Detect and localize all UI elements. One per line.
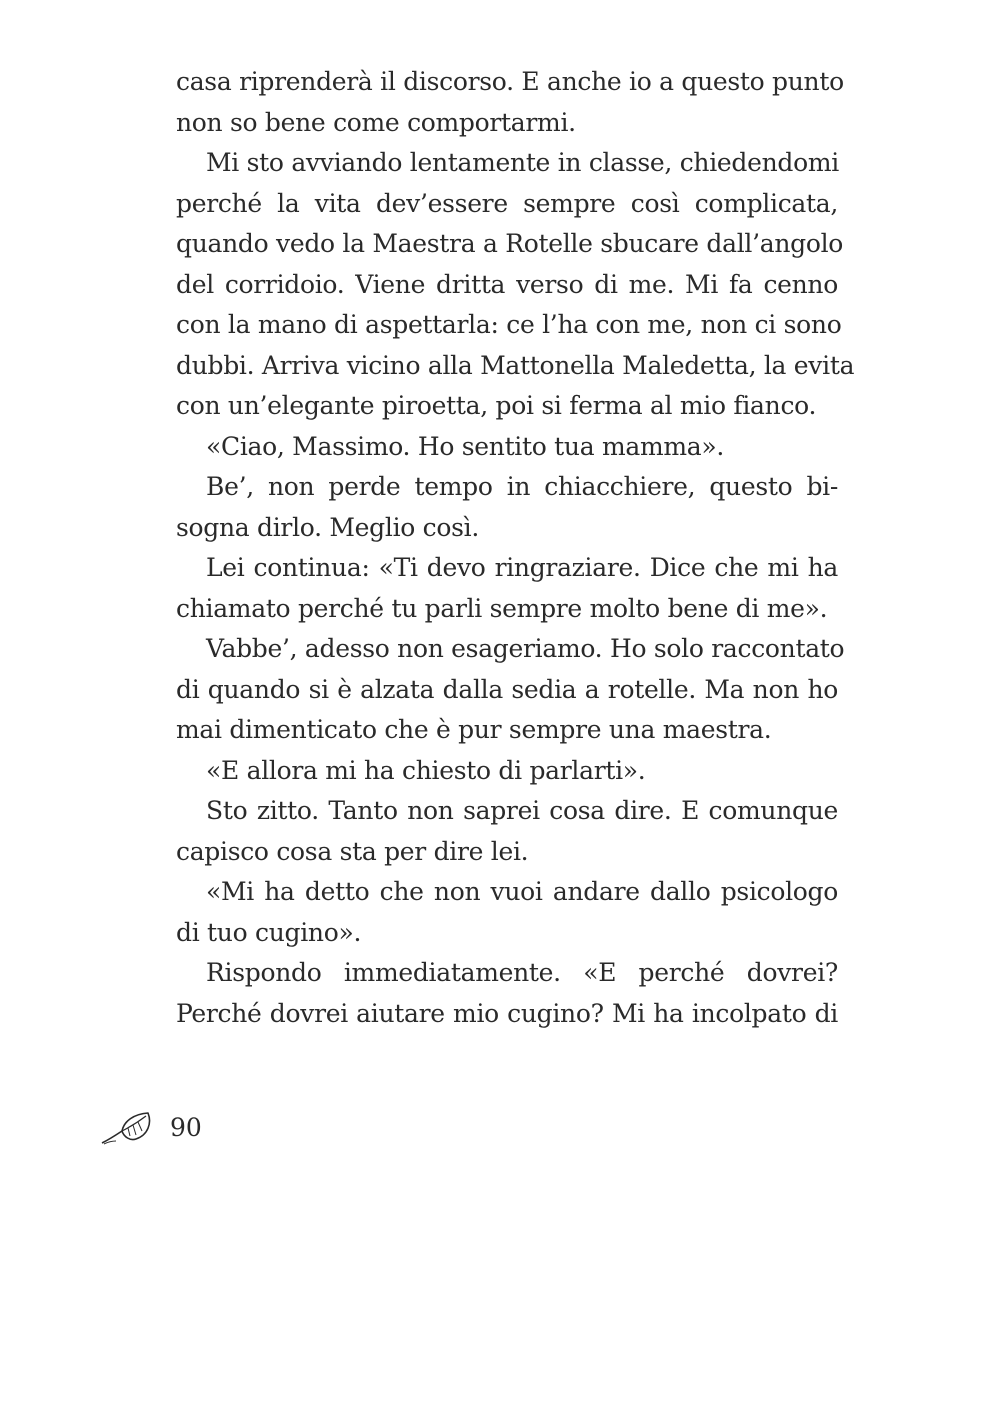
text-line: del corridoio. Viene dritta verso di me. Mi fa cenno — [176, 269, 838, 299]
text-line: perché la vita dev’essere sempre così complicata, — [176, 188, 838, 218]
text-line: sogna dirlo. Meglio così. — [176, 512, 479, 542]
text-line: di quando si è alzata dalla sedia a rotelle. Ma non ho — [176, 674, 838, 704]
leaf-icon — [100, 1111, 156, 1145]
page-footer — [100, 1108, 202, 1148]
page-number: 90 — [170, 1113, 202, 1142]
text-line: Perché dovrei aiutare mio cugino? Mi ha incolpato di — [176, 998, 838, 1028]
text-line: chiamato perché tu parli sempre molto bene di me». — [176, 593, 828, 623]
text-line: «Mi ha detto che non vuoi andare dallo psicologo — [206, 877, 838, 906]
text-line: capisco cosa sta per dire lei. — [176, 836, 529, 866]
text-line: Vabbe’, adesso non esageriamo. Ho solo raccontato — [206, 634, 845, 663]
text-line: Be’, non perde tempo in chiacchiere, questo bi- — [206, 472, 838, 501]
text-line: dubbi. Arriva vicino alla Mattonella Maledetta, la evita — [176, 350, 855, 380]
body-text — [176, 62, 855, 1034]
text-line: Lei continua: «Ti devo ringraziare. Dice che mi ha — [206, 553, 838, 582]
text-line: mai dimenticato che è pur sempre una maestra. — [176, 715, 772, 744]
text-line: «Ciao, Massimo. Ho sentito tua mamma». — [206, 431, 725, 461]
text-line: Sto zitto. Tanto non saprei cosa dire. E comunque — [206, 796, 838, 825]
text-line: Mi sto avviando lentamente in classe, chiedendomi — [206, 148, 839, 177]
text-line: «E allora mi ha chiesto di parlarti». — [206, 755, 646, 785]
text-line: casa riprenderà il discorso. E anche io a questo punto — [176, 67, 844, 96]
text-line: di tuo cugino». — [176, 917, 362, 947]
text-line: con un’elegante piroetta, poi si ferma al mio fianco. — [176, 391, 817, 420]
text-line: non so bene come comportarmi. — [176, 107, 576, 137]
text-line: quando vedo la Maestra a Rotelle sbucare dall’angolo — [176, 229, 844, 258]
text-line: con la mano di aspettarla: ce l’ha con me, non ci sono — [176, 310, 842, 339]
text-line: Rispondo immediatamente. «E perché dovrei? — [206, 958, 838, 987]
